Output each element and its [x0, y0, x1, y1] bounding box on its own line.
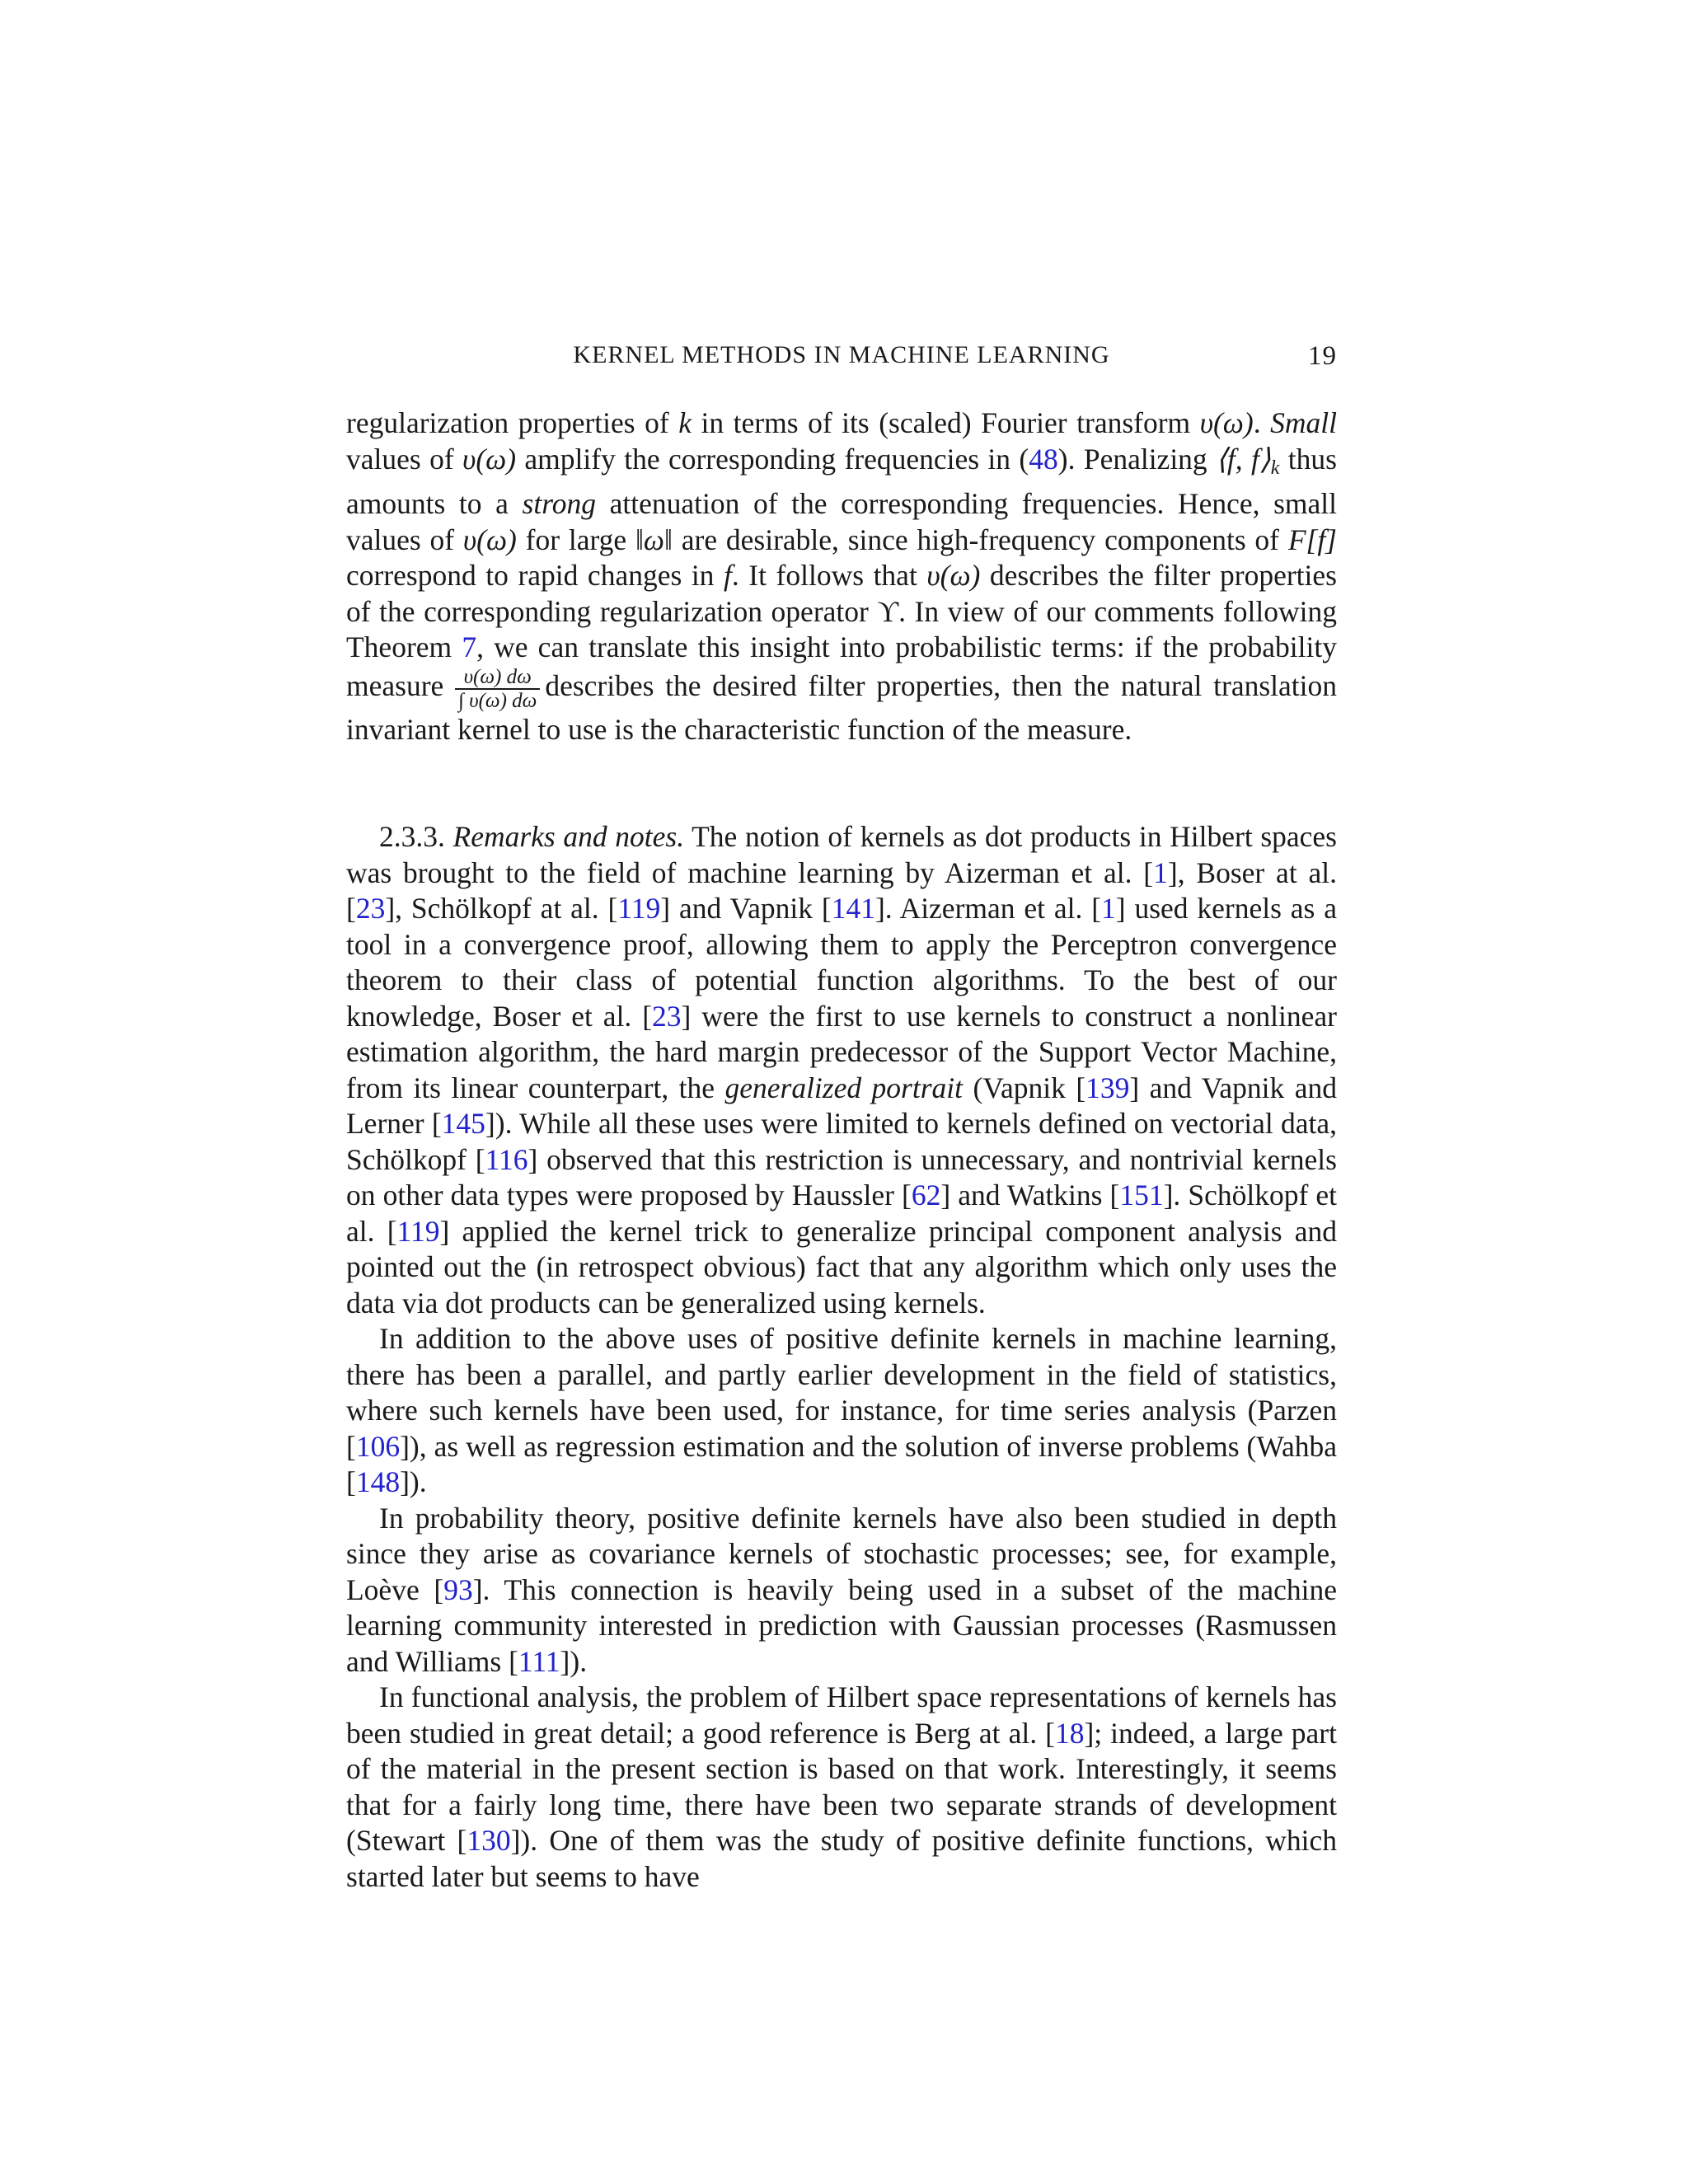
text-run: values of: [346, 442, 463, 476]
text-run: (Vapnik [: [963, 1071, 1086, 1104]
math-subscript-k: k: [1270, 457, 1280, 479]
text-run: ] and Vapnik and Lerner [: [346, 1071, 1337, 1140]
text-run: thus amounts to a: [346, 442, 1337, 520]
text-run: ] observed that this restriction is unnecessary, and nontrivial kernels on other data types were proposed by Haussler [: [346, 1142, 1337, 1212]
citation-151[interactable]: 151: [1119, 1179, 1164, 1212]
text-run: ] and Watkins [: [940, 1179, 1120, 1212]
math-upsilon-omega: υ(ω): [926, 559, 981, 592]
paragraph-probability: [346, 1501, 1337, 1680]
section-number: 2.3.3.: [379, 820, 453, 853]
text-run: ]. Schölkopf et al. [: [346, 1179, 1337, 1248]
text-run: ] applied the kernel trick to generalize principal component analysis and pointed out the (in retrospect obvious) fact that any algorithm which only uses the data via dot products can be generalized using kernels.: [346, 1214, 1337, 1319]
emphasis-generalized-portrait: generalized portrait: [724, 1071, 964, 1104]
theorem-ref-7[interactable]: 7: [462, 630, 477, 663]
text-run: In probability theory, positive definite kernels have also been studied in depth since they arise as covariance kernels of stochastic processes; see, for example, Loève [: [346, 1501, 1337, 1606]
math-probability-fraction: [455, 666, 540, 712]
citation-23[interactable]: 23: [355, 892, 386, 925]
text-run: regularization properties of: [346, 406, 679, 439]
text-run: ] were the first to use kernels to construct a nonlinear estimation algorithm, the hard margin predecessor of the Support Vector Machine, from its linear counterpart, the: [346, 999, 1337, 1104]
paragraph-regularization: [346, 405, 1337, 748]
text-run: ] used kernels as a tool in a convergence proof, allowing them to apply the Perceptron convergence theorem to their class of potential function algorithms. To the best of our knowledge, Boser et al. [: [346, 892, 1337, 1033]
citation-148[interactable]: 148: [355, 1465, 401, 1498]
citation-119[interactable]: 119: [617, 892, 661, 925]
text-run: ]).: [560, 1644, 588, 1678]
citation-139[interactable]: 139: [1085, 1071, 1130, 1104]
math-upsilon-omega: υ(ω): [462, 442, 517, 476]
text-run: in terms of its (scaled) Fourier transform: [692, 406, 1200, 439]
math-inner-product: ⟨f, f⟩: [1216, 442, 1271, 476]
text-run: . It follows that: [731, 559, 927, 592]
citation-141[interactable]: 141: [831, 892, 875, 925]
text-run: ], Schölkopf at al. [: [385, 892, 618, 925]
running-title: KERNEL METHODS IN MACHINE LEARNING: [573, 341, 1110, 368]
text-run: In addition to the above uses of positive definite kernels in machine learning, there has been a parallel, and partly earlier development in the field of statistics, where such kernels have been used, for instance, for time series analysis (Parzen [: [346, 1322, 1337, 1463]
math-k: k: [678, 406, 692, 439]
citation-116[interactable]: 116: [485, 1142, 528, 1176]
text-run: ]. Aizerman et al. [: [874, 892, 1102, 925]
text-run: In functional analysis, the problem of Hilbert space representations of kernels has been studied in great detail; a good reference is Berg at al. [: [346, 1680, 1337, 1750]
text-run: ], Boser at al. [: [346, 855, 1337, 925]
citation-111[interactable]: 111: [518, 1644, 560, 1678]
text-run: .: [1253, 406, 1271, 439]
text-run: are desirable, since high-frequency components of: [672, 523, 1288, 556]
paragraph-statistics: [346, 1321, 1337, 1501]
math-norm-omega: ‖ω‖: [635, 523, 673, 556]
text-run: correspond to rapid changes in: [346, 559, 724, 592]
equation-ref-48[interactable]: 48: [1029, 442, 1058, 476]
page-number: 19: [1308, 341, 1337, 371]
citation-130[interactable]: 130: [467, 1824, 511, 1857]
citation-62[interactable]: 62: [911, 1179, 941, 1212]
math-upsilon-operator: ϒ: [877, 594, 899, 628]
math-upsilon-omega: υ(ω): [462, 523, 517, 556]
text-run: . In view of our comments following Theorem: [346, 594, 1338, 663]
text-run: ]). One of them was the study of positive definite functions, which started later but seems to have: [346, 1824, 1337, 1893]
text-run: ]). While all these uses were limited to kernels defined on vectorial data, Schölkopf [: [346, 1107, 1337, 1176]
text-run: describes the desired filter properties, then the natural translation invariant kernel to use is the characteristic function of the measure.: [346, 668, 1337, 746]
text-run: ]).: [400, 1465, 427, 1498]
text-run: for large: [516, 523, 635, 556]
text-run: attenuation of the corresponding frequencies. Hence, small values of: [346, 487, 1338, 556]
citation-1[interactable]: 1: [1101, 892, 1116, 925]
text-run: The notion of kernels as dot products in Hilbert spaces was brought to the field of machine learning by Aizerman et al. [: [346, 820, 1337, 889]
section-remarks-and-notes: [346, 819, 1337, 1895]
emphasis-small: Small: [1270, 406, 1337, 439]
citation-93[interactable]: 93: [443, 1572, 473, 1606]
citation-23[interactable]: 23: [652, 999, 682, 1033]
paragraph-text: [346, 405, 1337, 748]
emphasis-strong: strong: [522, 487, 596, 520]
text-run: ]. This connection is heavily being used in a subset of the machine learning community interested in prediction with Gaussian processes (Rasmussen and Williams [: [346, 1572, 1337, 1678]
fraction-denominator: ∫ υ(ω) dω: [458, 689, 537, 712]
text-run: describes the filter properties of the corresponding regularization operator: [346, 559, 1337, 628]
text-run: ]; indeed, a large part of the material in the present section is based on that work. Interestingly, it seems that for a fairly long time, there have been two separate strands of development (Stewart [: [346, 1716, 1337, 1857]
fraction-numerator: υ(ω) dω: [455, 666, 540, 690]
math-f: f: [723, 559, 732, 592]
paragraph-remarks: [346, 819, 1337, 1321]
citation-119[interactable]: 119: [396, 1214, 440, 1248]
paragraph-functional-analysis: [346, 1680, 1337, 1895]
text-run: ]), as well as regression estimation and the solution of inverse problems (Wahba [: [346, 1429, 1337, 1498]
running-head: [346, 341, 1337, 377]
text-run: amplify the corresponding frequencies in (: [516, 442, 1029, 476]
section-title: Remarks and notes.: [452, 820, 685, 853]
text-run: ). Penalizing: [1057, 442, 1217, 476]
citation-145[interactable]: 145: [441, 1107, 485, 1140]
text-run: ] and Vapnik [: [660, 892, 832, 925]
citation-106[interactable]: 106: [355, 1429, 401, 1463]
text-run: , we can translate this insight into probabilistic terms: if the probability measure: [346, 630, 1337, 702]
math-fourier-f: F[f]: [1287, 523, 1337, 556]
math-upsilon-omega: υ(ω): [1199, 406, 1254, 439]
citation-1[interactable]: 1: [1153, 855, 1168, 889]
citation-18[interactable]: 18: [1054, 1716, 1085, 1750]
